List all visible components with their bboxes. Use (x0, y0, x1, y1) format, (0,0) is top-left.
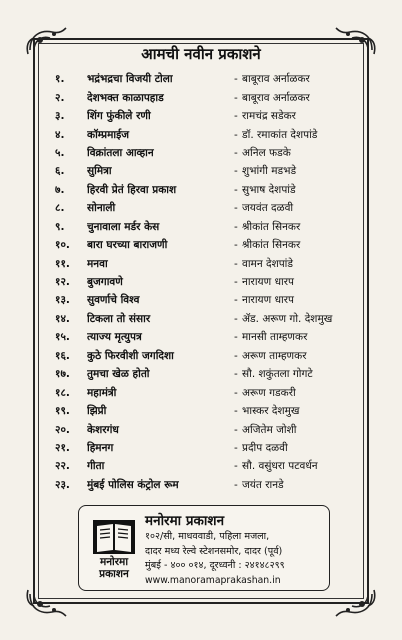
separator-dash: - (234, 183, 238, 196)
book-author: सौ. वसुंधरा पटवर्धन (242, 460, 318, 473)
book-number: १३. (55, 294, 70, 307)
separator-dash: - (234, 276, 238, 289)
publisher-box (78, 505, 330, 591)
separator-dash: - (234, 110, 238, 123)
book-row (55, 218, 365, 236)
book-row (55, 476, 365, 494)
book-author: बाबूराव अर्नाळकर (242, 91, 310, 104)
book-number: २. (55, 91, 65, 104)
book-number: १०. (55, 239, 70, 252)
book-row (55, 70, 365, 88)
book-row (55, 310, 365, 328)
book-number: ३. (55, 110, 65, 123)
book-number: ७. (55, 183, 65, 196)
book-author: मानसी ताम्हणकर (242, 331, 308, 344)
book-title: मनवा (87, 257, 108, 270)
book-title: चुनावाला मर्डर केस (87, 220, 160, 233)
book-number: १४. (55, 312, 70, 325)
separator-dash: - (234, 405, 238, 418)
book-row (55, 439, 365, 457)
book-title: सुमित्रा (87, 165, 112, 178)
book-author: नारायण धारप (242, 294, 295, 307)
separator-dash: - (234, 312, 238, 325)
book-title: कुठे फिरवीशी जगदिशा (87, 349, 174, 362)
book-number: २२. (55, 460, 70, 473)
book-title: सोनाली (87, 202, 116, 215)
book-title: हिरवी प्रेतं हिरवा प्रकाश (87, 183, 177, 196)
book-row (55, 254, 365, 272)
book-number: १७. (55, 368, 70, 381)
book-row (55, 162, 365, 180)
book-title: शिंग फुंकीले रणी (87, 110, 151, 123)
corner-ornament-icon (334, 588, 378, 618)
book-author: जयंत रानडे (242, 478, 284, 491)
book-row (55, 181, 365, 199)
book-author: नारायण धारप (242, 276, 295, 289)
book-row (55, 107, 365, 125)
book-author: डॉ. रमाकांत देशपांडे (242, 128, 318, 141)
book-row (55, 88, 365, 106)
book-author: प्रदीप दळवी (242, 441, 288, 454)
separator-dash: - (234, 239, 238, 252)
book-title: मुंबई पोलिस कंट्रोल रूम (87, 478, 179, 491)
separator-dash: - (234, 386, 238, 399)
book-number: ५. (55, 146, 65, 159)
book-author: श्रीकांत सिनकर (242, 239, 301, 252)
book-row (55, 420, 365, 438)
book-author: वामन देशपांडे (242, 257, 294, 270)
book-title: केशरगंध (87, 423, 119, 436)
book-row (55, 347, 365, 365)
book-title: त्याज्य मृत्युपत्र (87, 331, 142, 344)
book-author: सुभाष देशपांडे (242, 183, 296, 196)
book-title: बुजगावणे (87, 276, 123, 289)
book-row (55, 457, 365, 475)
separator-dash: - (234, 91, 238, 104)
separator-dash: - (234, 257, 238, 270)
logo-text-bottom: प्रकाशन (99, 568, 129, 580)
separator-dash: - (234, 368, 238, 381)
book-number: १८. (55, 386, 70, 399)
book-number: ६. (55, 165, 65, 178)
book-author: शुभांगी मडभडे (242, 165, 297, 178)
separator-dash: - (234, 146, 238, 159)
book-title: भद्रंभद्रचा विजयी टोला (87, 73, 173, 86)
book-number: १५. (55, 331, 70, 344)
separator-dash: - (234, 202, 238, 215)
book-number: २३. (55, 478, 70, 491)
separator-dash: - (234, 128, 238, 141)
book-author: भास्कर देशमुख (242, 405, 300, 418)
book-title: महामंत्री (87, 386, 117, 399)
book-author: अजितेम जोशी (242, 423, 297, 436)
book-title: टिकला तो संसार (87, 312, 151, 325)
book-author: ॲड. अरूण गो. देशमुख (242, 312, 333, 325)
separator-dash: - (234, 460, 238, 473)
book-number: ८. (55, 202, 65, 215)
book-number: १. (55, 73, 65, 86)
separator-dash: - (234, 165, 238, 178)
book-author: अरूण गडकरी (242, 386, 296, 399)
publisher-logo (91, 516, 137, 582)
separator-dash: - (234, 478, 238, 491)
book-title: तुमचा खेळ होतो (87, 368, 150, 381)
book-number: १९. (55, 405, 70, 418)
book-row (55, 328, 365, 346)
book-number: ४. (55, 128, 65, 141)
logo-text-top: मनोरमा (99, 556, 129, 568)
publisher-address-1: १०२/सी, माधववाडी, पहिला मजला, (145, 531, 270, 542)
book-row (55, 383, 365, 401)
book-title: सुवर्णाचे विश्व (87, 294, 140, 307)
book-row (55, 402, 365, 420)
separator-dash: - (234, 294, 238, 307)
book-number: २०. (55, 423, 70, 436)
book-number: ११. (55, 257, 70, 270)
book-row (55, 291, 365, 309)
book-author: श्रीकांत सिनकर (242, 220, 301, 233)
book-author: सौ. शकुंतला गोगटे (242, 368, 313, 381)
book-author: अरूण ताम्हणकर (242, 349, 307, 362)
book-author: रामचंद्र सडेकर (242, 110, 296, 123)
book-title: झिप्री (87, 405, 107, 418)
book-row (55, 365, 365, 383)
book-title: कॉम्प्रमाईज (87, 128, 130, 141)
book-number: २१. (55, 441, 70, 454)
book-row (55, 144, 365, 162)
book-title: बारा घरच्या बाराजणी (87, 239, 168, 252)
separator-dash: - (234, 423, 238, 436)
separator-dash: - (234, 220, 238, 233)
book-row (55, 273, 365, 291)
publisher-website: www.manoramaprakashan.in (145, 574, 281, 586)
book-logo-icon (91, 516, 137, 556)
publisher-address-2: दादर मध्य रेल्वे स्टेशनसमोर, दादर (पूर्व) (145, 545, 283, 557)
book-title: देशभक्त काळापहाड (87, 91, 164, 104)
book-title: गीता (87, 460, 105, 473)
corner-ornament-icon (24, 588, 68, 618)
book-row (55, 236, 365, 254)
separator-dash: - (234, 441, 238, 454)
book-title: विक्रांतला आव्हान (87, 146, 154, 159)
book-author: अनिल फडके (242, 146, 291, 159)
book-row (55, 199, 365, 217)
separator-dash: - (234, 73, 238, 86)
page-title: आमची नवीन प्रकाशने (141, 45, 261, 63)
book-title: हिमनग (87, 441, 114, 454)
book-row (55, 125, 365, 143)
publisher-name: मनोरमा प्रकाशन (145, 513, 225, 529)
book-author: बाबूराव अर्नाळकर (242, 73, 310, 86)
book-author: जयवंत दळवी (242, 202, 294, 215)
book-number: १२. (55, 276, 70, 289)
book-number: १६. (55, 349, 70, 362)
book-list (55, 70, 365, 494)
publisher-phone: मुंबई - ४०० ०१४, दूरध्वनी : २४१४८२९९ (145, 560, 285, 571)
book-number: ९. (55, 220, 65, 233)
separator-dash: - (234, 349, 238, 362)
separator-dash: - (234, 331, 238, 344)
